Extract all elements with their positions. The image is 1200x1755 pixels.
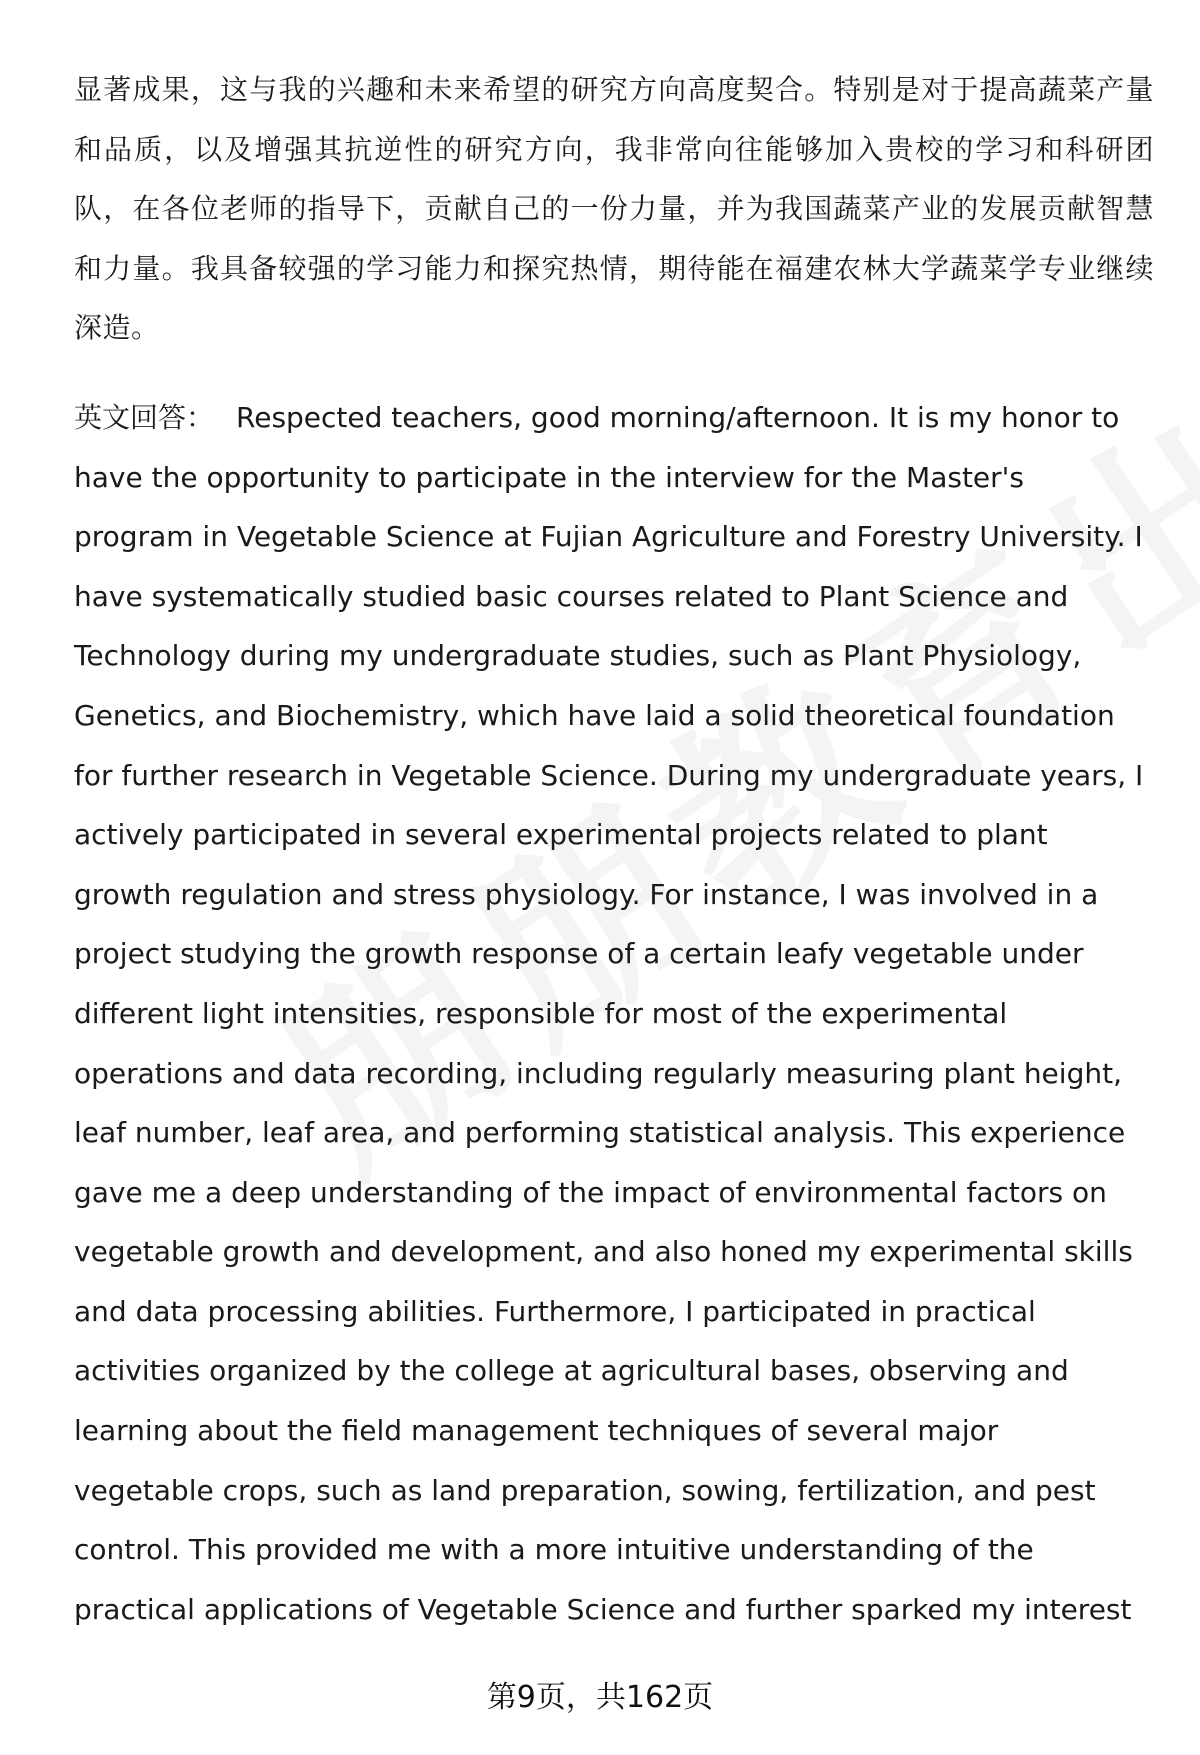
paragraph-gap	[74, 358, 1154, 388]
page-number-footer: 第9页，共162页	[486, 1680, 714, 1715]
english-answer-text: Respected teachers, good morning/afternoon. It is my honor to have the opportunity to participate in the interview for the Master's program in Vegetable Science at Fujian Agriculture and Forestry University. I have systematically studied basic courses related to Plant Science and Technology during my undergraduate studies, such as Plant Physiology, Genetics, and Biochemistry, which have laid a solid theoretical foundation for further research in Vegetable Science. During my undergraduate years, I actively participated in several experimental projects related to plant growth regulation and stress physiology. For instance, I was involved in a project studying the growth response of a certain leafy vegetable under different light intensities, responsible for most of the experimental operations and data recording, including regularly measuring plant height, leaf number, leaf area, and performing statistical analysis. This experience gave me a deep understanding of the impact of environmental factors on vegetable growth and development, and also honed my experimental skills and data processing abilities. Furthermore, I participated in practical activities organized by the college at agricultural bases, observing and learning about the field management techniques of several major vegetable crops, such as land preparation, sowing, fertilization, and pest control. This provided me with a more intuitive understanding of the practical applications of Vegetable Science and further sparked my interest	[74, 400, 1144, 1626]
english-answer-paragraph	[74, 388, 1154, 1639]
chinese-paragraph: 显著成果，这与我的兴趣和未来希望的研究方向高度契合。特别是对于提高蔬菜产量和品质，以及增强其抗逆性的研究方向，我非常向往能够加入贵校的学习和科研团队，在各位老师的指导下，贡献自己的一份力量，并为我国蔬菜产业的发展贡献智慧和力量。我具备较强的学习能力和探究热情，期待能在福建农林大学蔬菜学专业继续深造。	[74, 73, 1154, 345]
document-body	[74, 60, 1154, 1639]
english-answer-label: 英文回答：	[74, 400, 215, 434]
